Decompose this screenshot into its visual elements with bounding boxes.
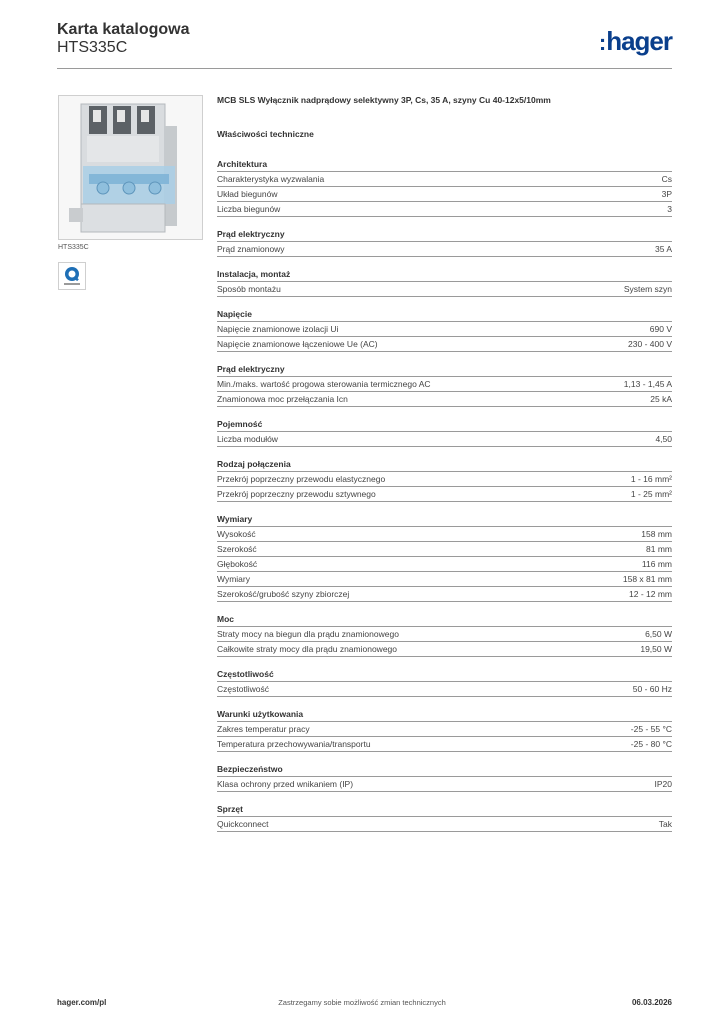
footer-date: 06.03.2026 bbox=[631, 998, 672, 1007]
section-heading: Wymiary bbox=[217, 512, 672, 527]
spec-value: 230 - 400 V bbox=[628, 339, 672, 349]
product-code: HTS335C bbox=[57, 39, 128, 56]
spec-row bbox=[217, 817, 672, 832]
spec-section bbox=[217, 417, 672, 447]
spec-value: Tak bbox=[658, 819, 672, 829]
spec-label: Szerokość bbox=[217, 544, 257, 554]
spec-label: Wymiary bbox=[217, 574, 250, 584]
spec-row bbox=[217, 527, 672, 542]
spec-value: 50 - 60 Hz bbox=[632, 684, 672, 694]
spec-row bbox=[217, 432, 672, 447]
spec-section bbox=[217, 707, 672, 752]
spec-label: Charakterystyka wyzwalania bbox=[217, 174, 325, 184]
section-heading: Pojemność bbox=[217, 417, 672, 432]
footer-website[interactable]: hager.com/pl bbox=[57, 998, 107, 1007]
spec-value: 1 - 16 mm² bbox=[630, 474, 672, 484]
spec-row bbox=[217, 627, 672, 642]
spec-row bbox=[217, 737, 672, 752]
spec-value: Cs bbox=[661, 174, 672, 184]
section-heading: Architektura bbox=[217, 157, 672, 172]
section-heading: Bezpieczeństwo bbox=[217, 762, 672, 777]
spec-row bbox=[217, 587, 672, 602]
spec-section bbox=[217, 457, 672, 502]
spec-row bbox=[217, 187, 672, 202]
spec-label: Min./maks. wartość progowa sterowania termicznego AC bbox=[217, 379, 431, 389]
spec-value: -25 - 55 °C bbox=[630, 724, 672, 734]
spec-value: 1,13 - 1,45 A bbox=[623, 379, 672, 389]
spec-label: Straty mocy na biegun dla prądu znamionowego bbox=[217, 629, 399, 639]
hager-logo[interactable] bbox=[599, 26, 672, 57]
spec-row bbox=[217, 642, 672, 657]
spec-row bbox=[217, 682, 672, 697]
spec-label: Szerokość/grubość szyny zbiorczej bbox=[217, 589, 350, 599]
spec-value: 116 mm bbox=[641, 559, 672, 569]
spec-row bbox=[217, 557, 672, 572]
spec-section bbox=[217, 802, 672, 832]
section-heading: Instalacja, montaż bbox=[217, 267, 672, 282]
spec-label: Napięcie znamionowe łączeniowe Ue (AC) bbox=[217, 339, 378, 349]
spec-row bbox=[217, 392, 672, 407]
spec-row bbox=[217, 722, 672, 737]
spec-label: Liczba modułów bbox=[217, 434, 278, 444]
spec-label: Znamionowa moc przełączania Icn bbox=[217, 394, 348, 404]
spec-section bbox=[217, 762, 672, 792]
spec-value: 158 mm bbox=[641, 529, 672, 539]
spec-section bbox=[217, 512, 672, 602]
spec-section bbox=[217, 227, 672, 257]
spec-value: IP20 bbox=[654, 779, 672, 789]
spec-sections bbox=[217, 157, 672, 832]
spec-label: Głębokość bbox=[217, 559, 258, 569]
spec-row bbox=[217, 487, 672, 502]
logo-text: hager bbox=[606, 26, 672, 56]
spec-label: Liczba biegunów bbox=[217, 204, 281, 214]
spec-value: 19,50 W bbox=[640, 644, 672, 654]
spec-section bbox=[217, 667, 672, 697]
spec-value: 690 V bbox=[649, 324, 672, 334]
spec-row bbox=[217, 172, 672, 187]
spec-section bbox=[217, 157, 672, 217]
spec-section bbox=[217, 362, 672, 407]
spec-row bbox=[217, 282, 672, 297]
product-image bbox=[58, 95, 203, 240]
spec-value: 81 mm bbox=[646, 544, 672, 554]
spec-sheet bbox=[217, 95, 672, 832]
spec-row bbox=[217, 377, 672, 392]
spec-value: 1 - 25 mm² bbox=[630, 489, 672, 499]
spec-label: Sposób montażu bbox=[217, 284, 281, 294]
logo-dots-icon: : bbox=[598, 30, 606, 55]
spec-label: Układ biegunów bbox=[217, 189, 278, 199]
spec-row bbox=[217, 572, 672, 587]
quickconnect-badge-icon bbox=[58, 262, 86, 290]
spec-row bbox=[217, 472, 672, 487]
technical-properties-heading: Właściwości techniczne bbox=[217, 129, 314, 139]
spec-label: Całkowite straty mocy dla prądu znamionowego bbox=[217, 644, 398, 654]
footer-disclaimer: Zastrzegamy sobie możliwość zmian technicznych bbox=[278, 998, 446, 1007]
spec-value: 3P bbox=[661, 189, 672, 199]
spec-label: Częstotliwość bbox=[217, 684, 269, 694]
spec-section bbox=[217, 267, 672, 297]
spec-value: 4,50 bbox=[655, 434, 672, 444]
product-title: MCB SLS Wyłącznik nadprądowy selektywny 3P, Cs, 35 A, szyny Cu 40-12x5/10mm bbox=[217, 95, 551, 105]
spec-row bbox=[217, 542, 672, 557]
document-title: Karta katalogowa bbox=[57, 21, 190, 38]
section-heading: Warunki użytkowania bbox=[217, 707, 672, 722]
spec-label: Przekrój poprzeczny przewodu elastycznego bbox=[217, 474, 386, 484]
spec-label: Przekrój poprzeczny przewodu sztywnego bbox=[217, 489, 376, 499]
section-heading: Prąd elektryczny bbox=[217, 362, 672, 377]
spec-label: Napięcie znamionowe izolacji Ui bbox=[217, 324, 339, 334]
section-heading: Częstotliwość bbox=[217, 667, 672, 682]
spec-value: 6,50 W bbox=[645, 629, 672, 639]
spec-value: 158 x 81 mm bbox=[622, 574, 672, 584]
spec-value: -25 - 80 °C bbox=[630, 739, 672, 749]
spec-row bbox=[217, 322, 672, 337]
spec-value: 35 A bbox=[654, 244, 672, 254]
spec-label: Zakres temperatur pracy bbox=[217, 724, 310, 734]
spec-row bbox=[217, 242, 672, 257]
section-heading: Prąd elektryczny bbox=[217, 227, 672, 242]
spec-value: System szyn bbox=[623, 284, 672, 294]
section-heading: Moc bbox=[217, 612, 672, 627]
section-heading: Rodzaj połączenia bbox=[217, 457, 672, 472]
spec-value: 12 - 12 mm bbox=[629, 589, 672, 599]
circuit-breaker-product-image bbox=[59, 96, 202, 239]
spec-label: Prąd znamionowy bbox=[217, 244, 285, 254]
image-caption: HTS335C bbox=[58, 244, 89, 251]
spec-section bbox=[217, 307, 672, 352]
spec-row bbox=[217, 337, 672, 352]
spec-label: Wysokość bbox=[217, 529, 256, 539]
section-heading: Napięcie bbox=[217, 307, 672, 322]
header-divider bbox=[57, 68, 672, 69]
spec-label: Klasa ochrony przed wnikaniem (IP) bbox=[217, 779, 354, 789]
spec-label: Quickconnect bbox=[217, 819, 269, 829]
spec-label: Temperatura przechowywania/transportu bbox=[217, 739, 371, 749]
spec-value: 25 kA bbox=[650, 394, 672, 404]
spec-row bbox=[217, 202, 672, 217]
spec-section bbox=[217, 612, 672, 657]
spec-value: 3 bbox=[667, 204, 672, 214]
spec-row bbox=[217, 777, 672, 792]
section-heading: Sprzęt bbox=[217, 802, 672, 817]
